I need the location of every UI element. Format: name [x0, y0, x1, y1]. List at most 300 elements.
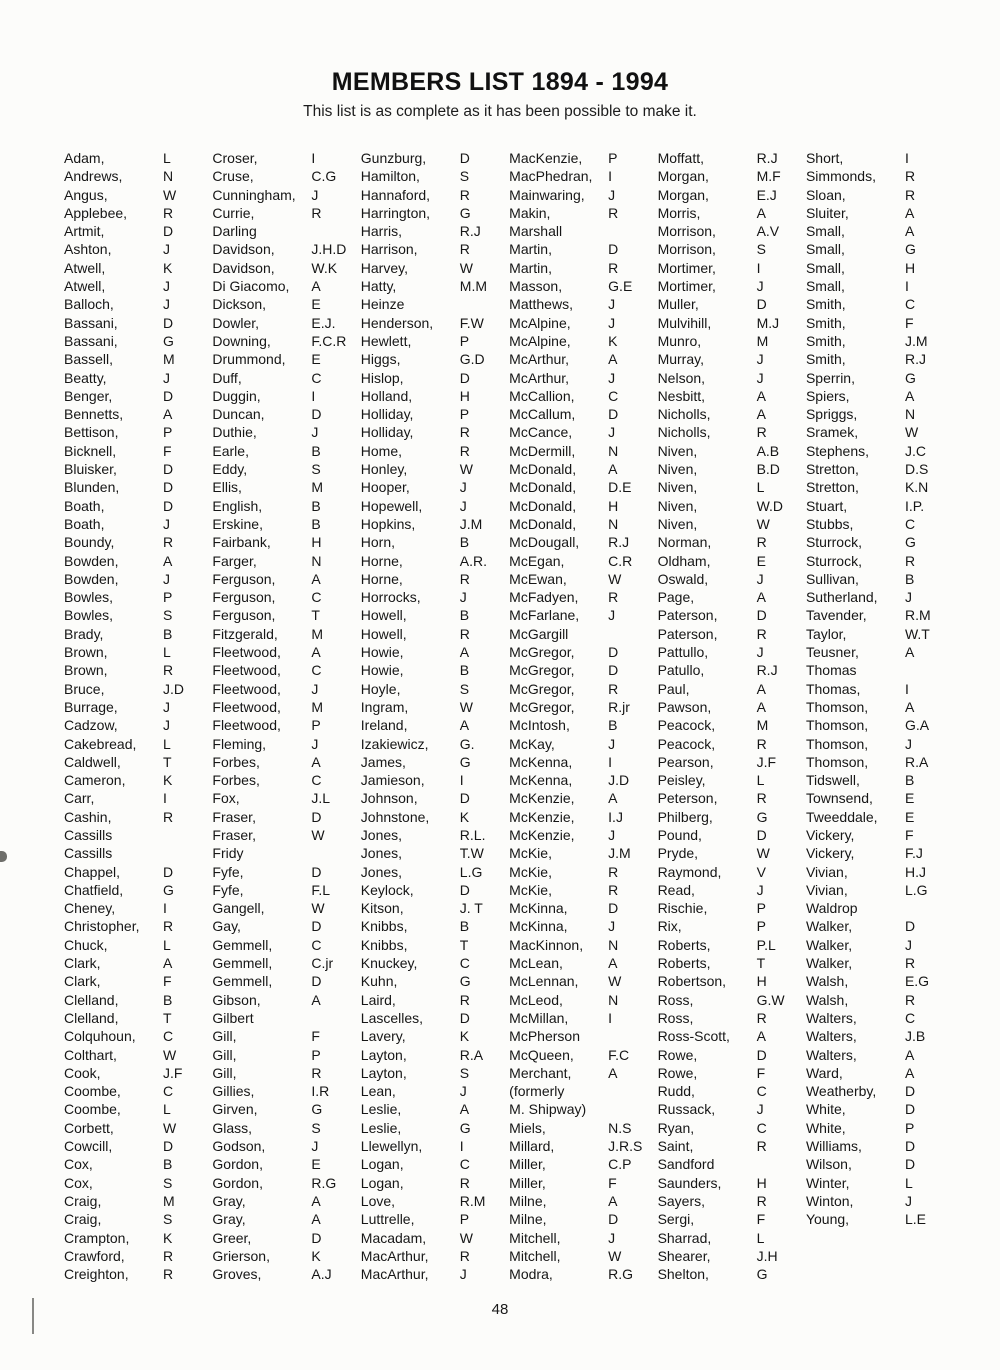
member-row: [212, 1009, 360, 1027]
member-row: [212, 460, 360, 478]
member-name: Martin,: [509, 259, 552, 276]
member-name: Boundy,: [64, 534, 115, 551]
member-initials: J: [163, 698, 170, 715]
member-name: Philberg,: [657, 808, 713, 825]
member-name: Creighton,: [64, 1266, 129, 1283]
member-name: Chappel,: [64, 863, 121, 880]
member-name: Masson,: [509, 278, 563, 295]
member-name: McDonald,: [509, 497, 577, 514]
member-name: Fleetwood,: [212, 680, 281, 697]
member-row: [509, 1046, 657, 1064]
member-row: [361, 936, 509, 954]
member-row: [64, 826, 212, 844]
member-row: [509, 460, 657, 478]
member-name: Hatty,: [360, 278, 397, 295]
member-name: Tweeddale,: [805, 808, 878, 825]
member-initials: N: [904, 406, 916, 423]
member-name: Gilbert: [212, 1009, 254, 1026]
member-name: Shelton,: [657, 1266, 709, 1283]
member-row: [658, 936, 806, 954]
member-initials: D: [311, 973, 322, 990]
member-name: Peacock,: [657, 735, 716, 752]
member-row: [212, 1100, 360, 1118]
member-row: [509, 222, 657, 240]
member-name: Walsh,: [805, 991, 849, 1008]
member-row: [64, 497, 212, 515]
member-row: [64, 1229, 212, 1247]
member-row: [64, 295, 212, 313]
member-row: [361, 533, 509, 551]
member-initials: J: [459, 497, 467, 514]
member-row: [806, 295, 954, 313]
member-row: [64, 753, 212, 771]
member-row: [212, 954, 360, 972]
member-row: [806, 277, 954, 295]
member-name: Duff,: [212, 369, 242, 386]
member-name: Harvey,: [360, 259, 408, 276]
member-initials: W: [311, 900, 325, 917]
member-initials: K.N: [904, 479, 929, 496]
member-row: [212, 808, 360, 826]
member-row: [658, 240, 806, 258]
member-row: [361, 606, 509, 624]
member-initials: K: [459, 808, 470, 825]
member-name: Caldwell,: [64, 753, 121, 770]
member-initials: H: [311, 534, 322, 551]
member-name: Simmonds,: [805, 168, 876, 185]
member-initials: R: [163, 534, 174, 551]
member-row: [806, 350, 954, 368]
member-row: [658, 149, 806, 167]
member-row: [212, 972, 360, 990]
member-name: Walker,: [805, 918, 853, 935]
member-initials: S: [163, 607, 173, 624]
member-name: Fleming,: [212, 735, 267, 752]
member-row: [658, 826, 806, 844]
member-name: Smith,: [805, 332, 846, 349]
member-initials: C: [163, 1083, 174, 1100]
member-row: [212, 789, 360, 807]
member-row: [658, 1155, 806, 1173]
member-initials: W: [608, 973, 622, 990]
member-name: Niven,: [657, 442, 698, 459]
member-name: Howie,: [360, 662, 404, 679]
member-initials: H.J: [904, 863, 926, 880]
member-initials: [905, 661, 954, 679]
member-row: [509, 259, 657, 277]
member-name: Peacock,: [657, 717, 716, 734]
member-row: [806, 442, 954, 460]
member-name: Ashton,: [64, 241, 112, 258]
member-initials: E: [904, 808, 915, 825]
member-row: [361, 808, 509, 826]
member-row: [361, 753, 509, 771]
member-initials: A: [311, 570, 321, 587]
member-initials: [608, 1027, 657, 1045]
member-name: Lean,: [360, 1083, 396, 1100]
member-name: Gemmell,: [212, 955, 273, 972]
member-initials: J: [608, 314, 616, 331]
member-row: [509, 332, 657, 350]
member-row: [806, 1009, 954, 1027]
member-initials: A: [311, 1192, 321, 1209]
member-row: [64, 588, 212, 606]
member-initials: R.jr: [608, 698, 630, 715]
member-row: [361, 259, 509, 277]
member-initials: P: [756, 900, 766, 917]
member-name: Cadzow,: [64, 717, 118, 734]
member-name: Pearson,: [657, 753, 714, 770]
member-initials: A: [311, 991, 321, 1008]
member-name: MacKinnon,: [509, 936, 584, 953]
member-name: McGargill: [509, 625, 569, 642]
member-row: [212, 222, 360, 240]
member-row: [658, 552, 806, 570]
member-name: McDougall,: [509, 534, 580, 551]
member-initials: J.D: [608, 772, 630, 789]
member-initials: J: [163, 369, 170, 386]
member-initials: K: [163, 772, 173, 789]
member-row: [509, 643, 657, 661]
member-name: Vivian,: [805, 863, 848, 880]
member-initials: J: [904, 735, 912, 752]
member-initials: S: [756, 241, 766, 258]
member-initials: B: [608, 717, 618, 734]
member-row: [806, 625, 954, 643]
member-initials: F: [311, 1028, 320, 1045]
member-row: [509, 661, 657, 679]
member-name: Forbes,: [212, 772, 260, 789]
member-name: Ward,: [805, 1064, 843, 1081]
member-initials: J: [756, 881, 764, 898]
member-name: Townsend,: [805, 790, 873, 807]
member-row: [806, 735, 954, 753]
member-initials: J.D: [163, 680, 184, 697]
member-row: [361, 899, 509, 917]
member-name: McGregor,: [509, 698, 575, 715]
member-name: Murray,: [657, 351, 704, 368]
member-name: Merchant,: [509, 1064, 572, 1081]
member-row: [64, 716, 212, 734]
member-name: Page,: [657, 589, 695, 606]
member-row: [212, 917, 360, 935]
member-name: Read,: [657, 881, 695, 898]
page-title: MEMBERS LIST 1894 - 1994: [331, 68, 669, 96]
member-row: [509, 387, 657, 405]
member-name: Raymond,: [657, 863, 722, 880]
member-name: Hopkins,: [360, 515, 416, 532]
member-name: Fraser,: [212, 808, 256, 825]
member-row: [806, 899, 954, 917]
member-name: Vickery,: [805, 845, 855, 862]
member-initials: D.E: [608, 479, 632, 496]
member-row: [361, 863, 509, 881]
member-name: Hooper,: [360, 479, 410, 496]
member-name: Rudd,: [657, 1083, 695, 1100]
member-name: McMillan,: [509, 1009, 569, 1026]
member-row: [806, 698, 954, 716]
member-initials: R: [756, 625, 767, 642]
member-initials: F: [756, 1211, 766, 1228]
member-row: [64, 314, 212, 332]
member-row: [361, 954, 509, 972]
member-initials: W: [608, 1247, 622, 1264]
member-initials: E: [311, 296, 321, 313]
member-initials: C: [311, 589, 322, 606]
member-row: [212, 1155, 360, 1173]
member-name: Saunders,: [657, 1174, 722, 1191]
member-row: [64, 771, 212, 789]
member-name: Nelson,: [657, 369, 706, 386]
member-initials: J: [459, 1083, 467, 1100]
member-row: [806, 204, 954, 222]
member-initials: W: [163, 186, 177, 203]
member-name: Logan,: [360, 1156, 404, 1173]
member-initials: T: [459, 936, 469, 953]
member-initials: R: [163, 918, 174, 935]
member-initials: L: [756, 479, 765, 496]
member-name: Brown,: [64, 662, 108, 679]
member-initials: D: [904, 1083, 916, 1100]
member-name: Bowden,: [64, 570, 119, 587]
member-name: Morrison,: [657, 223, 716, 240]
member-row: [361, 881, 509, 899]
member-name: McAlpine,: [509, 314, 571, 331]
member-row: [64, 789, 212, 807]
member-initials: H: [608, 497, 619, 514]
member-initials: J: [311, 186, 319, 203]
member-name: Cassills: [64, 826, 113, 843]
member-row: [658, 972, 806, 990]
member-row: [361, 625, 509, 643]
member-name: McGregor,: [509, 644, 575, 661]
member-initials: A: [163, 955, 173, 972]
member-initials: R: [459, 186, 470, 203]
member-name: Cowcill,: [64, 1138, 113, 1155]
member-name: McCallum,: [509, 406, 576, 423]
member-row: [509, 625, 657, 643]
member-row: [361, 735, 509, 753]
member-name: Izakiewicz,: [360, 735, 429, 752]
member-initials: M.F: [756, 168, 781, 185]
member-initials: K: [163, 1229, 173, 1246]
member-row: [212, 259, 360, 277]
member-row: [64, 204, 212, 222]
member-initials: W: [904, 424, 919, 441]
member-initials: W: [163, 1119, 177, 1136]
member-row: [361, 771, 509, 789]
member-row: [806, 606, 954, 624]
member-name: Holliday,: [360, 406, 414, 423]
member-name: Patullo,: [657, 662, 705, 679]
member-initials: B: [311, 497, 321, 514]
member-row: [212, 661, 360, 679]
member-row: [212, 881, 360, 899]
member-row: [64, 1100, 212, 1118]
member-row: [658, 277, 806, 295]
member-name: Clelland,: [64, 991, 119, 1008]
member-initials: J: [163, 278, 170, 295]
member-initials: G: [459, 204, 471, 221]
member-row: [509, 240, 657, 258]
member-initials: A: [904, 387, 915, 404]
member-name: McKie,: [509, 881, 552, 898]
member-name: Cheney,: [64, 900, 116, 917]
member-initials: A: [608, 790, 618, 807]
member-row: [64, 405, 212, 423]
member-name: Winton,: [805, 1192, 854, 1209]
member-row: [658, 570, 806, 588]
member-name: Chatfield,: [64, 881, 124, 898]
member-row: [806, 478, 954, 496]
member-initials: A: [756, 406, 766, 423]
member-initials: C: [608, 387, 619, 404]
member-row: [806, 1192, 954, 1210]
member-name: Norman,: [657, 534, 712, 551]
member-row: [806, 332, 954, 350]
member-initials: C: [311, 772, 322, 789]
member-name: Saint,: [657, 1138, 694, 1155]
member-initials: R: [311, 204, 322, 221]
member-name: Artmit,: [64, 223, 105, 240]
member-name: Davidson,: [212, 241, 275, 258]
member-initials: F.C: [608, 1046, 630, 1063]
member-initials: J: [163, 296, 170, 313]
member-row: [64, 863, 212, 881]
member-name: Chuck,: [64, 936, 108, 953]
member-name: Horne,: [360, 570, 403, 587]
member-initials: E: [904, 790, 915, 807]
member-name: Leslie,: [360, 1101, 402, 1118]
member-name: Gill,: [212, 1064, 237, 1081]
member-initials: R: [608, 881, 619, 898]
member-name: McEgan,: [509, 552, 565, 569]
member-row: [806, 680, 954, 698]
member-name: Rowe,: [657, 1064, 698, 1081]
member-row: [361, 1229, 509, 1247]
member-name: Godson,: [212, 1138, 266, 1155]
member-initials: G: [311, 1101, 323, 1118]
member-initials: J: [904, 589, 912, 606]
member-row: [658, 991, 806, 1009]
member-row: [658, 881, 806, 899]
member-row: [361, 478, 509, 496]
member-initials: R: [756, 534, 767, 551]
member-name: Young,: [805, 1211, 850, 1228]
member-row: [212, 899, 360, 917]
member-name: McDonald,: [509, 515, 577, 532]
member-name: Small,: [805, 278, 845, 295]
member-name: Drummond,: [212, 351, 286, 368]
member-name: Morrison,: [657, 241, 716, 258]
member-name: McKenzie,: [509, 826, 575, 843]
member-initials: G: [904, 241, 916, 258]
member-row: [64, 423, 212, 441]
member-row: [658, 423, 806, 441]
member-name: Millard,: [509, 1138, 555, 1155]
member-name: Hislop,: [360, 369, 404, 386]
member-initials: T.W: [459, 845, 484, 862]
member-row: [806, 661, 954, 679]
member-row: [64, 442, 212, 460]
member-row: [509, 1137, 657, 1155]
member-row: [509, 844, 657, 862]
member-name: Wilson,: [805, 1156, 852, 1173]
member-name: Robertson,: [657, 973, 727, 990]
member-name: Harrington,: [360, 204, 431, 221]
member-name: Clark,: [64, 973, 101, 990]
member-initials: B: [163, 1156, 173, 1173]
member-name: Thomson,: [805, 698, 869, 715]
member-initials: B: [459, 918, 470, 935]
member-name: Bowden,: [64, 552, 119, 569]
member-name: MacArthur,: [360, 1266, 429, 1283]
member-row: [509, 515, 657, 533]
member-row: [64, 186, 212, 204]
member-initials: F: [163, 973, 172, 990]
member-initials: P: [163, 424, 173, 441]
member-name: Fitzgerald,: [212, 625, 278, 642]
member-initials: C: [311, 369, 322, 386]
member-row: [806, 789, 954, 807]
member-row: [212, 478, 360, 496]
member-row: [212, 204, 360, 222]
member-row: [212, 1137, 360, 1155]
member-name: Pattullo,: [657, 644, 709, 661]
member-row: [806, 1137, 954, 1155]
member-name: Lavery,: [360, 1028, 406, 1045]
member-name: Miller,: [509, 1156, 546, 1173]
member-initials: F.W: [459, 314, 484, 331]
member-name: Applebee,: [64, 204, 128, 221]
member-initials: J: [608, 424, 616, 441]
member-name: Milne,: [509, 1192, 547, 1209]
member-initials: A: [163, 552, 173, 569]
member-row: [361, 588, 509, 606]
member-initials: B: [459, 607, 470, 624]
member-row: [658, 808, 806, 826]
member-name: Dowler,: [212, 314, 260, 331]
member-name: Spriggs,: [805, 406, 858, 423]
member-name: Craig,: [64, 1192, 102, 1209]
member-row: [806, 936, 954, 954]
member-initials: R: [904, 186, 916, 203]
member-initials: J. T: [459, 900, 483, 917]
member-row: [64, 570, 212, 588]
member-row: [212, 1119, 360, 1137]
member-row: [212, 625, 360, 643]
member-initials: I.P.: [904, 497, 925, 514]
member-row: [64, 460, 212, 478]
member-name: Carr,: [64, 790, 95, 807]
member-initials: J.M: [904, 332, 928, 349]
member-initials: A: [311, 644, 321, 661]
member-row: [64, 149, 212, 167]
member-initials: T: [756, 955, 766, 972]
member-row: [658, 259, 806, 277]
member-row: [806, 1119, 954, 1137]
member-row: [509, 1192, 657, 1210]
member-initials: P: [904, 1119, 915, 1136]
member-name: McArthur,: [509, 351, 570, 368]
member-name: Winter,: [805, 1174, 850, 1191]
members-columns: [64, 149, 954, 1283]
member-name: Ferguson,: [212, 589, 276, 606]
member-name: Mainwaring,: [509, 186, 585, 203]
member-name: Bettison,: [64, 424, 119, 441]
member-row: [212, 1210, 360, 1228]
member-row: [64, 1046, 212, 1064]
